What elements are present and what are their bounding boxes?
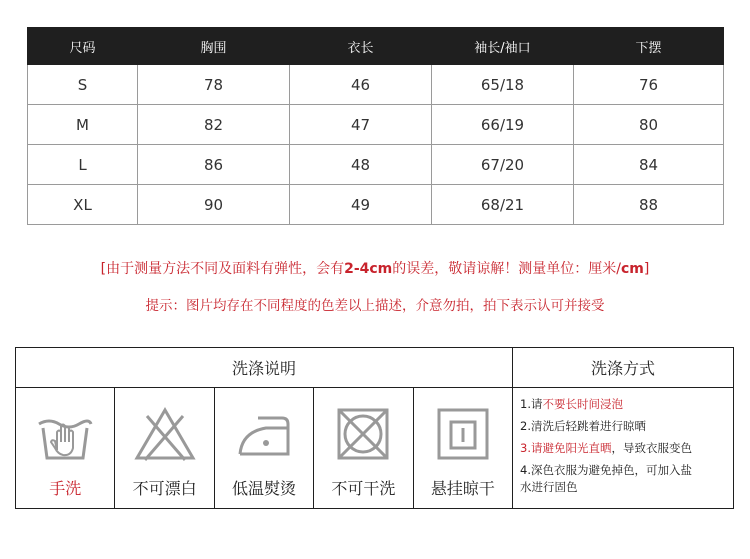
hang-dry-icon [431,402,495,466]
table-cell: 46 [290,65,432,105]
method-warning: 不要长时间浸泡 [542,397,623,411]
wash-icon-cell [115,388,214,508]
table-cell: 82 [138,105,290,145]
method-item [520,396,733,413]
icon-label: 不可干洗 [331,479,396,498]
table-cell: 90 [138,185,290,225]
table-row [28,105,724,145]
table-cell: 48 [290,145,432,185]
table-row [28,65,724,105]
method-item: 2.清洗后轻跳着进行晾晒 [520,419,646,433]
icon-label: 不可漂白 [132,479,197,498]
note-text: ] [643,261,650,277]
table-cell: 65/18 [432,65,574,105]
header-size: 尺码 [28,28,138,65]
wash-methods [513,388,733,508]
note-range: 2-4cm [344,261,393,277]
wash-icon-cell [215,388,314,508]
table-cell: 47 [290,105,432,145]
wash-icon-cell [414,388,512,508]
wash-icon-cell [314,388,413,508]
note-text: 的误差，敬请谅解！测量单位：厘米/ [392,261,621,277]
table-cell: S [28,65,138,105]
icon-label: 悬挂晾干 [430,479,495,498]
icon-label: 低温熨烫 [232,479,297,498]
table-cell: L [28,145,138,185]
icon-label: 手洗 [49,479,82,498]
method-item [520,440,733,457]
color-diff-note: 提示：图片均存在不同程度的色差以上描述，介意勿拍，拍下表示认可并接受 [145,298,605,314]
table-cell: 49 [290,185,432,225]
method-text: 1.请 [520,397,543,411]
wash-section [15,347,734,509]
note-unit: cm [621,261,644,277]
wash-icons [16,388,513,508]
method-text: 水进行固色 [520,480,578,494]
low-iron-icon [232,402,296,466]
table-cell: 78 [138,65,290,105]
note-text: [由于测量方法不同及面料有弹性，会有 [100,261,345,277]
wash-instructions-title: 洗涤说明 [16,348,513,388]
table-row [28,185,724,225]
table-cell: M [28,105,138,145]
table-cell: 88 [574,185,724,225]
table-cell: 84 [574,145,724,185]
hand-wash-icon [33,402,97,466]
header-length: 衣长 [290,28,432,65]
size-table-header [28,28,724,65]
table-cell: 66/19 [432,105,574,145]
header-hem: 下摆 [574,28,724,65]
table-row [28,145,724,185]
no-bleach-icon [133,402,197,466]
table-cell: 67/20 [432,145,574,185]
header-sleeve: 袖长/袖口 [432,28,574,65]
method-text: ，导致衣服变色 [611,441,692,455]
method-warning: 3.请避免阳光直晒 [520,441,612,455]
method-text: 4.深色衣服为避免掉色，可加入盐 [520,463,692,477]
table-cell: 68/21 [432,185,574,225]
header-chest: 胸围 [138,28,290,65]
method-item [520,462,733,496]
table-cell: 76 [574,65,724,105]
table-cell: 86 [138,145,290,185]
no-tumble-dry-icon [331,402,395,466]
table-cell: XL [28,185,138,225]
wash-methods-title: 洗涤方式 [513,348,733,388]
wash-icon-cell [16,388,115,508]
measurement-note [0,258,750,278]
table-cell: 80 [574,105,724,145]
size-table [27,27,724,225]
